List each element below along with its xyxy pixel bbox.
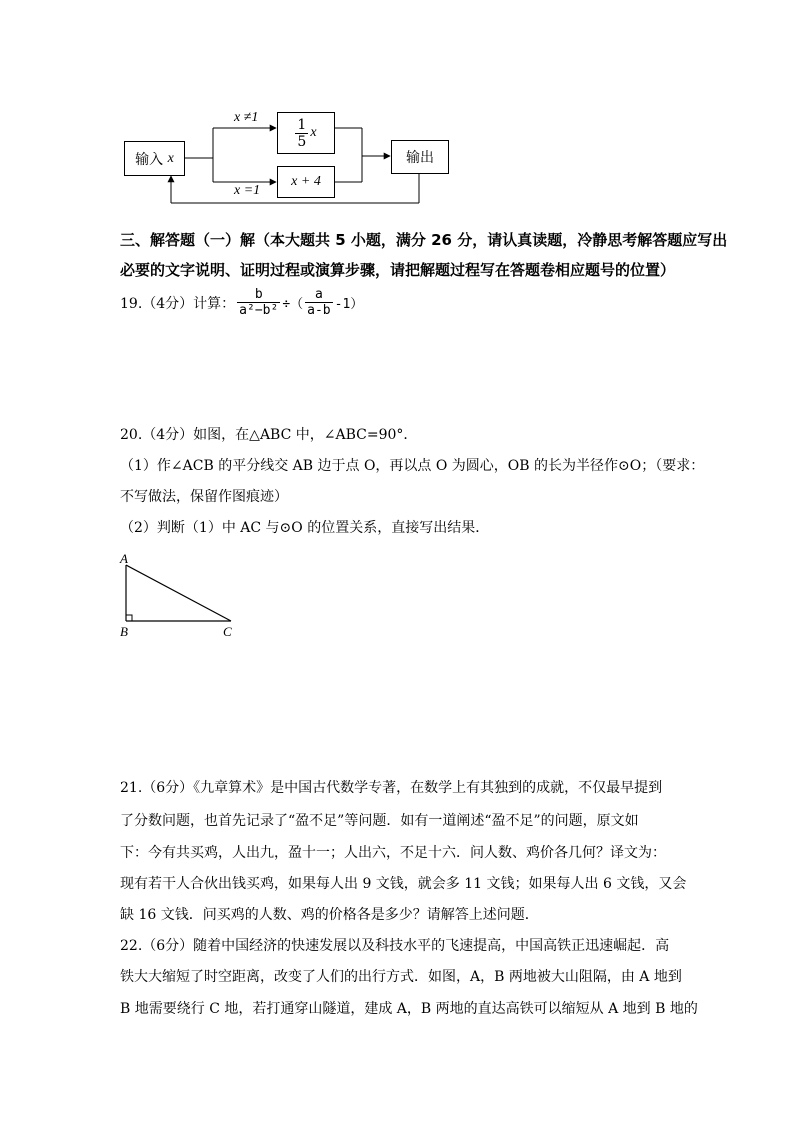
input-var: x <box>167 150 174 166</box>
q20-line3: 不写做法，保留作图痕迹） <box>120 489 288 505</box>
q22-line1: 22.（6分）随着中国经济的快速发展以及科技水平的飞速提高，中国高铁正迅速崛起．高 <box>120 938 670 954</box>
q22-line2: 铁大大缩短了时空距离，改变了人们的出行方式．如图，A，B 两地被大山阻隔，由 A 地到 <box>120 969 682 985</box>
q20-line1: 20.（4分）如图，在△ABC 中，∠ABC=90°． <box>120 427 418 443</box>
section-heading-line1: 三、解答题（一）解（本大题共 5 小题，满分 26 分，请认真读题，冷静思考解答题应写出 <box>120 231 728 249</box>
q21-line1: 21.（6分）《九章算术》是中国古代数学专著，在数学上有其独到的成就，不仅最早提到 <box>120 780 663 796</box>
q19-divide: ÷（ <box>282 297 304 312</box>
side-ac <box>126 565 231 621</box>
q19-frac2-denominator: a-b <box>307 303 331 318</box>
q21-line3: 下：今有共买鸡，人出九，盈十一；人出六，不足十六．问人数、鸡价各几何？译文为： <box>120 845 666 861</box>
q21-line5: 缺 16 文钱．问买鸡的人数、鸡的价格各是多少？请解答上述问题． <box>120 907 539 923</box>
section-heading-line2: 必要的文字说明、证明过程或演算步骤，请把解题过程写在答题卷相应题号的位置） <box>120 261 676 279</box>
fraction-numerator: 1 <box>297 116 307 133</box>
input-label: 输入 <box>135 151 164 168</box>
top-box-var: x <box>310 125 317 140</box>
q19-suffix: -1） <box>334 297 364 312</box>
q20-line4: （2）判断（1）中 AC 与⊙O 的位置关系，直接写出结果． <box>120 520 490 536</box>
q19-frac1-numerator: b <box>254 287 263 302</box>
output-box: 输出 <box>391 140 449 174</box>
q19-frac1-denominator: a²−b² <box>239 303 279 318</box>
fraction-denominator: 5 <box>297 133 307 150</box>
fraction-one-fifth <box>295 118 308 149</box>
vertex-label-c: C <box>223 624 232 639</box>
question-19 <box>120 288 363 317</box>
condition-top: x ≠1 <box>234 110 259 125</box>
q21-line2: 了分数问题，也首先记录了“盈不足”等问题．如有一道阐述“盈不足”的问题，原文如 <box>120 813 639 829</box>
condition-bottom: x =1 <box>234 183 261 198</box>
q20-line2: （1）作∠ACB 的平分线交 AB 边于点 O，再以点 O 为圆心，OB 的长为半径作⊙O；（要求： <box>120 458 705 474</box>
vertex-label-a: A <box>120 551 128 566</box>
flowchart-connectors <box>0 0 794 220</box>
q19-fraction-1 <box>237 288 280 317</box>
right-angle-mark <box>126 615 132 621</box>
q19-prefix: 19.（4分）计算： <box>120 295 236 312</box>
top-process-box <box>277 112 335 154</box>
q21-line4: 现有若干人合伙出钱买鸡，如果每人出 9 文钱，就会多 11 文钱；如果每人出 6 文钱，又会 <box>120 876 687 892</box>
q19-fraction-2 <box>305 288 332 317</box>
q19-frac2-numerator: a <box>314 287 323 302</box>
bottom-process-box: x + 4 <box>277 166 335 198</box>
vertex-label-b: B <box>120 624 128 639</box>
q22-line3: B 地需要绕行 C 地，若打通穿山隧道，建成 A，B 两地的直达高铁可以缩短从 A 地到 B 地的 <box>120 1001 698 1017</box>
input-box <box>124 141 185 176</box>
